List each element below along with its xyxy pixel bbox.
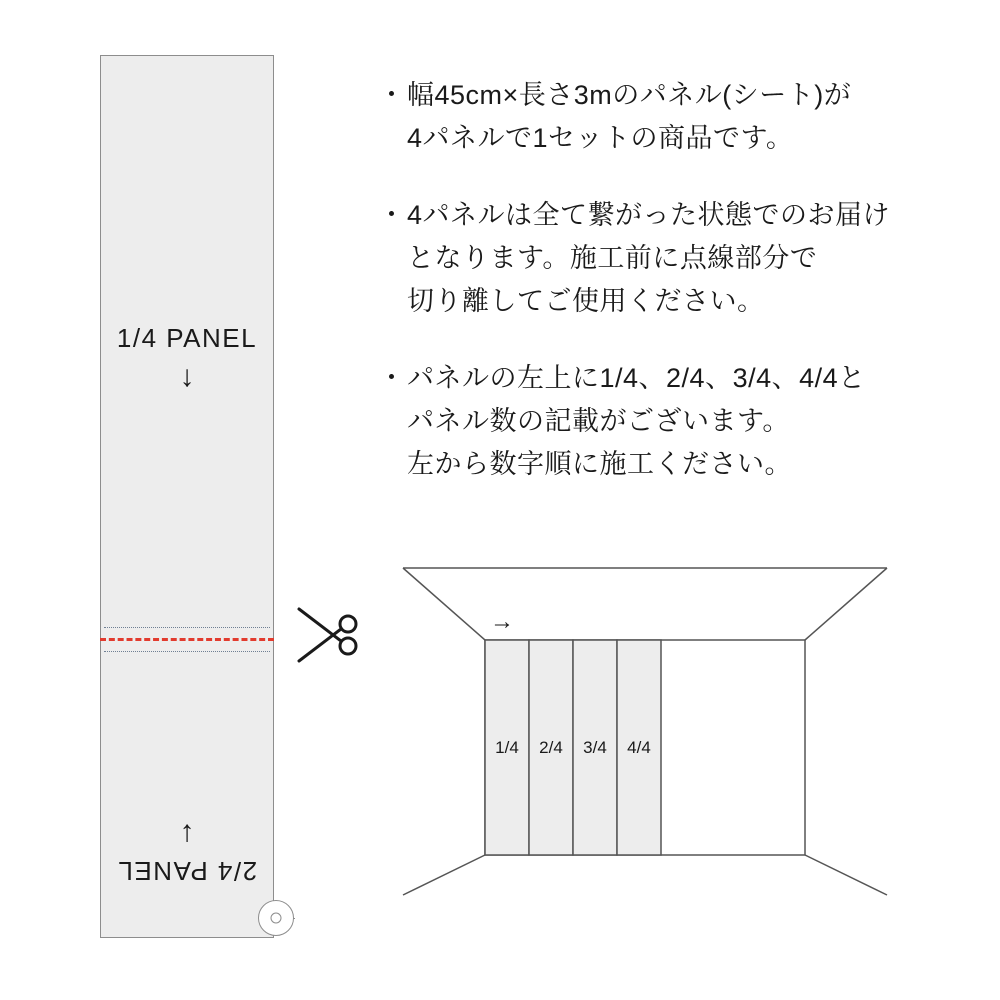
cut-guide-line-bottom (104, 651, 270, 652)
room-installation-diagram (395, 560, 905, 900)
room-panel-label: 2/4 (539, 738, 563, 757)
note-bullet: ・ (378, 363, 405, 393)
note-item (378, 357, 968, 486)
note-line: 4パネルは全て繋がった状態でのお届け (407, 200, 891, 230)
note-text (407, 74, 851, 160)
roll-sheet (100, 55, 274, 938)
cut-guide-line-top (104, 627, 270, 628)
panel-label-top: 1/4 PANEL (116, 323, 258, 353)
note-line: となります。施工前に点線部分で (407, 243, 818, 273)
note-line: 切り離してご使用ください。 (407, 286, 765, 316)
note-line: 4パネルで1セットの商品です。 (407, 123, 794, 153)
note-text (407, 194, 890, 323)
arrow-up-icon: ↑ (179, 815, 195, 848)
note-text (407, 357, 866, 486)
cut-line-dashed-red (100, 638, 274, 641)
cut-line-group (100, 627, 274, 653)
instruction-notes (378, 74, 968, 520)
note-bullet: ・ (378, 200, 405, 230)
room-panel-label: 3/4 (583, 738, 607, 757)
roll-core-icon (258, 900, 294, 936)
note-item (378, 74, 968, 160)
note-bullet: ・ (378, 80, 405, 110)
roll-core-hole (271, 913, 282, 924)
room-panel-label: 4/4 (627, 738, 651, 757)
note-line: 左から数字順に施工ください。 (407, 449, 792, 479)
panel-label-bottom: 2/4 PANEL (116, 856, 258, 886)
direction-arrow-icon: → (490, 608, 514, 635)
room-panel-label: 1/4 (495, 738, 519, 757)
note-line: パネル数の記載がございます。 (407, 406, 790, 436)
scissors-icon (293, 605, 363, 665)
note-line: パネルの左上に1/4、2/4、3/4、4/4と (407, 363, 866, 393)
arrow-down-icon: ↓ (179, 360, 195, 393)
note-line: 幅45cm×長さ3mのパネル(シート)が (407, 80, 852, 110)
wallpaper-roll-illustration (100, 55, 315, 940)
note-item (378, 194, 968, 323)
